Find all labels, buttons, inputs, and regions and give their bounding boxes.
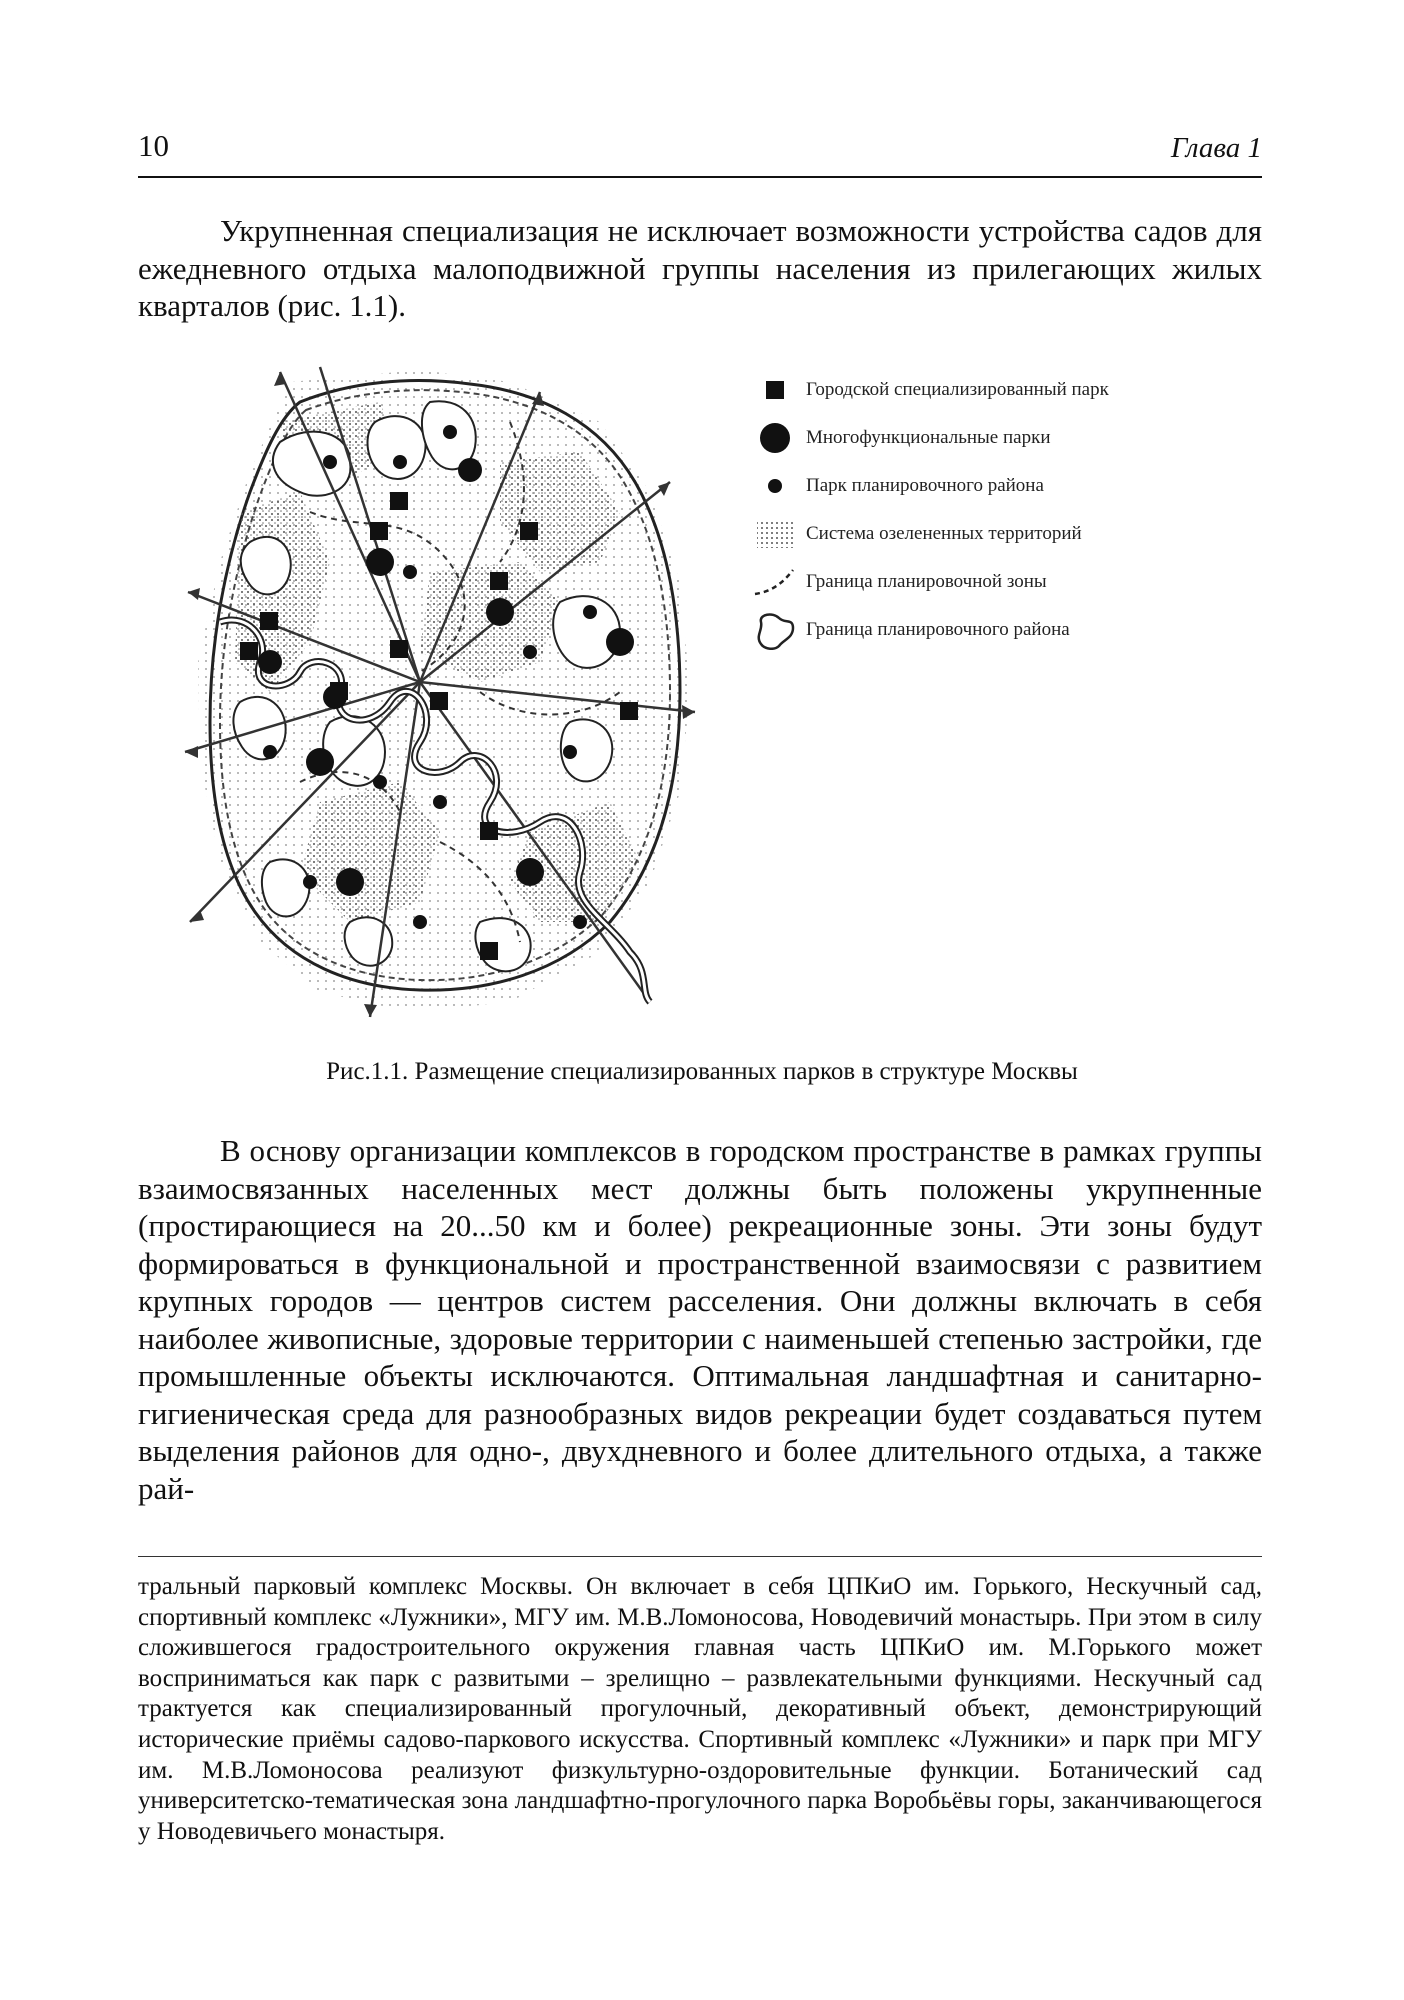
body-paragraph-1: Укрупненная специализация не исключает возможности устройства садов для ежедневного отдыха малоподвижной группы населения из прилегающих жилых кварталов (рис. 1.1). — [138, 213, 1262, 323]
legend-item — [752, 558, 1232, 606]
legend-item — [752, 414, 1232, 462]
large-circle-icon — [752, 418, 798, 458]
legend-item — [752, 606, 1232, 654]
dashed-line-icon — [752, 562, 798, 602]
map-drawing — [180, 362, 700, 1022]
chapter-title: Глава 1 — [1170, 132, 1262, 164]
legend-label: Система озелененных территорий — [806, 523, 1082, 544]
page-header — [138, 128, 1262, 178]
legend-label: Граница планировочной зоны — [806, 571, 1047, 592]
footnote-divider — [138, 1556, 1262, 1557]
legend-label: Многофункциональные парки — [806, 427, 1051, 448]
map-legend — [752, 366, 1232, 654]
legend-label: Парк планировочного района — [806, 475, 1044, 496]
body-paragraph-2: В основу организации комплексов в городском пространстве в рамках группы взаимосвязанных населенных мест должны быть положены укрупненные (простирающиеся на 20...50 км и более) рекреационные зоны. Эти зоны будут формироваться в функциональной и пространственной взаимосвязи с развитием крупных городов — центров систем расселения. Они должны включать в себя наиболее живописные, здоровые территории с наименьшей степенью застройки, где промышленные объекты исключаются. Оптимальная ландшафтная и санитарно-гигиеническая среда для разнообразных видов рекреации будет создаваться путем выделения районов для одно-, двухдневного и более длительного отдыха, а также рай- — [138, 1133, 1262, 1506]
dotted-area-icon — [752, 514, 798, 554]
legend-item — [752, 366, 1232, 414]
legend-label: Городской специализированный парк — [806, 379, 1109, 400]
small-circle-icon — [752, 466, 798, 506]
page-number: 10 — [138, 128, 169, 163]
legend-item — [752, 510, 1232, 558]
footnote-text: тральный парковый комплекс Москвы. Он включает в себя ЦПКиО им. Горького, Нескучный сад, спортивный комплекс «Лужники», МГУ им. М.В.Ломоносова, Новодевичий монастырь. При этом в силу сложившегося градостроительного окружения главная часть ЦПКиО им. М.Горького может восприниматься как парк с развитыми – зрелищно – развлекательными функциями. Нескучный сад трактуется как специализированный прогулочный, декоративный объект, демонстрирующий исторические приёмы садово-паркового искусства. Спортивный комплекс «Лужники» и парк при МГУ им. М.В.Ломоносова реализуют физкультурно-оздоровительные функции. Ботанический сад университетско-тематическая зона ландшафтно-прогулочного парка Воробьёвы горы, заканчивающегося у Новодевичьего монастыря. — [138, 1573, 1262, 1845]
moscow-parks-map — [180, 362, 700, 1022]
legend-item — [752, 462, 1232, 510]
figure-caption: Рис.1.1. Размещение специализированных парков в структуре Москвы — [326, 1058, 1078, 1085]
outline-shape-icon — [752, 610, 798, 650]
legend-label: Граница планировочного района — [806, 619, 1070, 640]
square-icon — [752, 370, 798, 410]
